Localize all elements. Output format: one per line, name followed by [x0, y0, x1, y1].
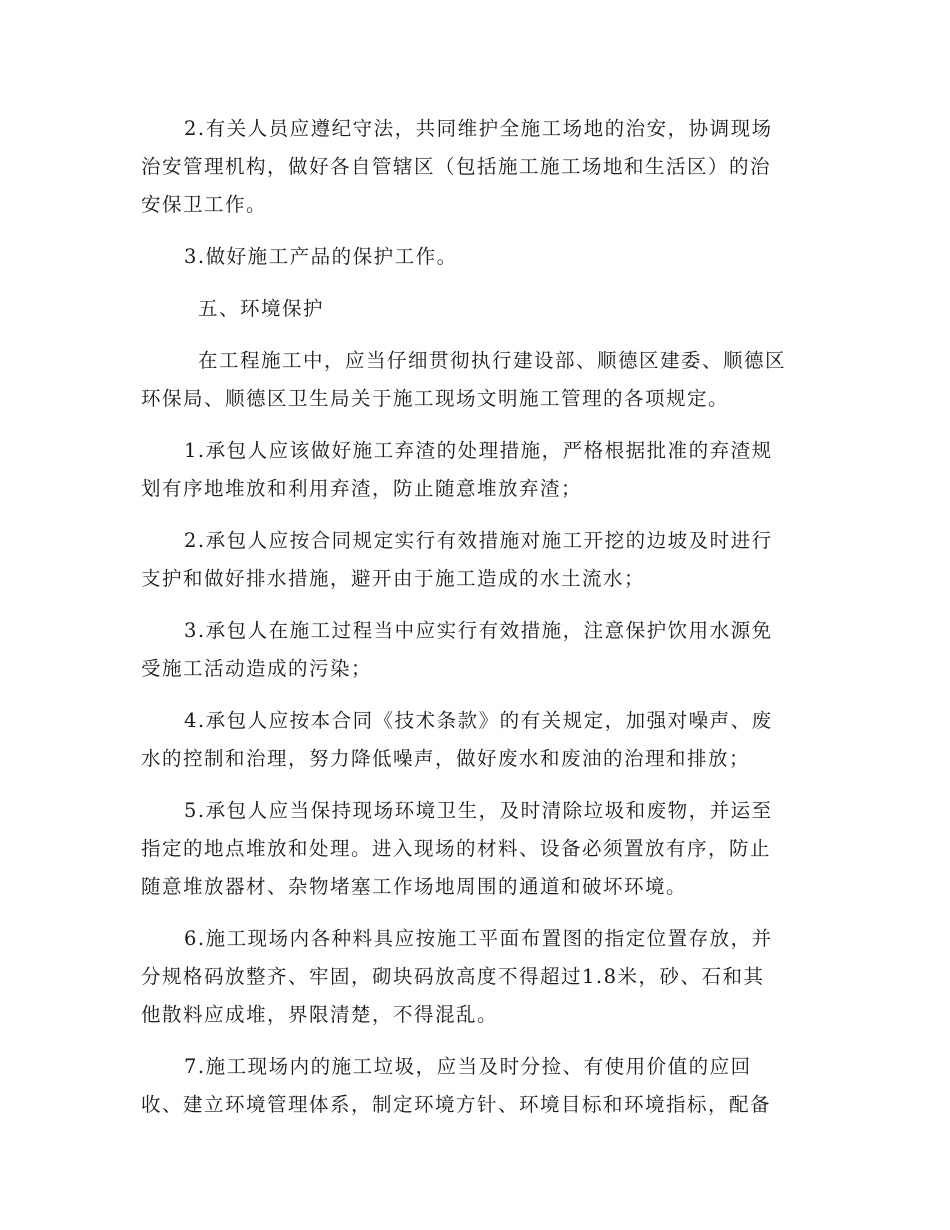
text-line: 分规格码放整齐、牢固，砌块码放高度不得超过1.8米，砂、石和其 — [141, 965, 765, 988]
text-line: 6.施工现场内各种料具应按施工平面布置图的指定位置存放，并 — [184, 927, 773, 950]
text-line: 受施工活动造成的污染； — [141, 657, 373, 680]
text-line: 2.承包人应按合同规定实行有效措施对施工开挖的边坡及时进行 — [184, 529, 773, 552]
text-line: 7.施工现场内的施工垃圾，应当及时分捡、有使用价值的应回 — [184, 1055, 752, 1078]
text-line: 3.承包人在施工过程当中应实行有效措施，注意保护饮用水源免 — [184, 619, 773, 642]
section-title: 五、环境保护 — [198, 297, 325, 320]
text-line: 划有序地堆放和利用弃渣，防止随意堆放弃渣； — [141, 477, 583, 500]
text-line: 环保局、顺德区卫生局关于施工现场文明施工管理的各项规定。 — [141, 387, 730, 410]
text-line: 支护和做好排水措施，避开由于施工造成的水土流水； — [141, 567, 646, 590]
text-line: 1.承包人应该做好施工弃渣的处理措施，严格根据批准的弃渣规 — [184, 439, 773, 462]
text-line: 收、建立环境管理体系，制定环境方针、环境目标和环境指标，配备 — [141, 1093, 772, 1116]
text-line: 3.做好施工产品的保护工作。 — [184, 245, 458, 268]
text-line: 水的控制和治理，努力降低噪声，做好废水和废油的治理和排放； — [141, 747, 751, 770]
text-line: 随意堆放器材、杂物堵塞工作场地周围的通道和破坏环境。 — [141, 875, 688, 898]
text-line: 2.有关人员应遵纪守法，共同维护全施工场地的治安，协调现场 — [184, 117, 773, 140]
text-line: 5.承包人应当保持现场环境卫生，及时清除垃圾和废物，并运至 — [184, 799, 773, 822]
text-line: 他散料应成堆，界限清楚，不得混乱。 — [141, 1003, 499, 1026]
text-line: 在工程施工中，应当仔细贯彻执行建设部、顺德区建委、顺德区 — [198, 349, 787, 372]
text-line: 4.承包人应按本合同《技术条款》的有关规定，加强对噪声、废 — [184, 709, 773, 732]
text-line: 指定的地点堆放和处理。进入现场的材料、设备必须置放有序，防止 — [141, 837, 772, 860]
text-line: 治安管理机构，做好各自管辖区（包括施工施工场地和生活区）的治 — [141, 155, 772, 178]
text-line: 安保卫工作。 — [141, 193, 268, 216]
